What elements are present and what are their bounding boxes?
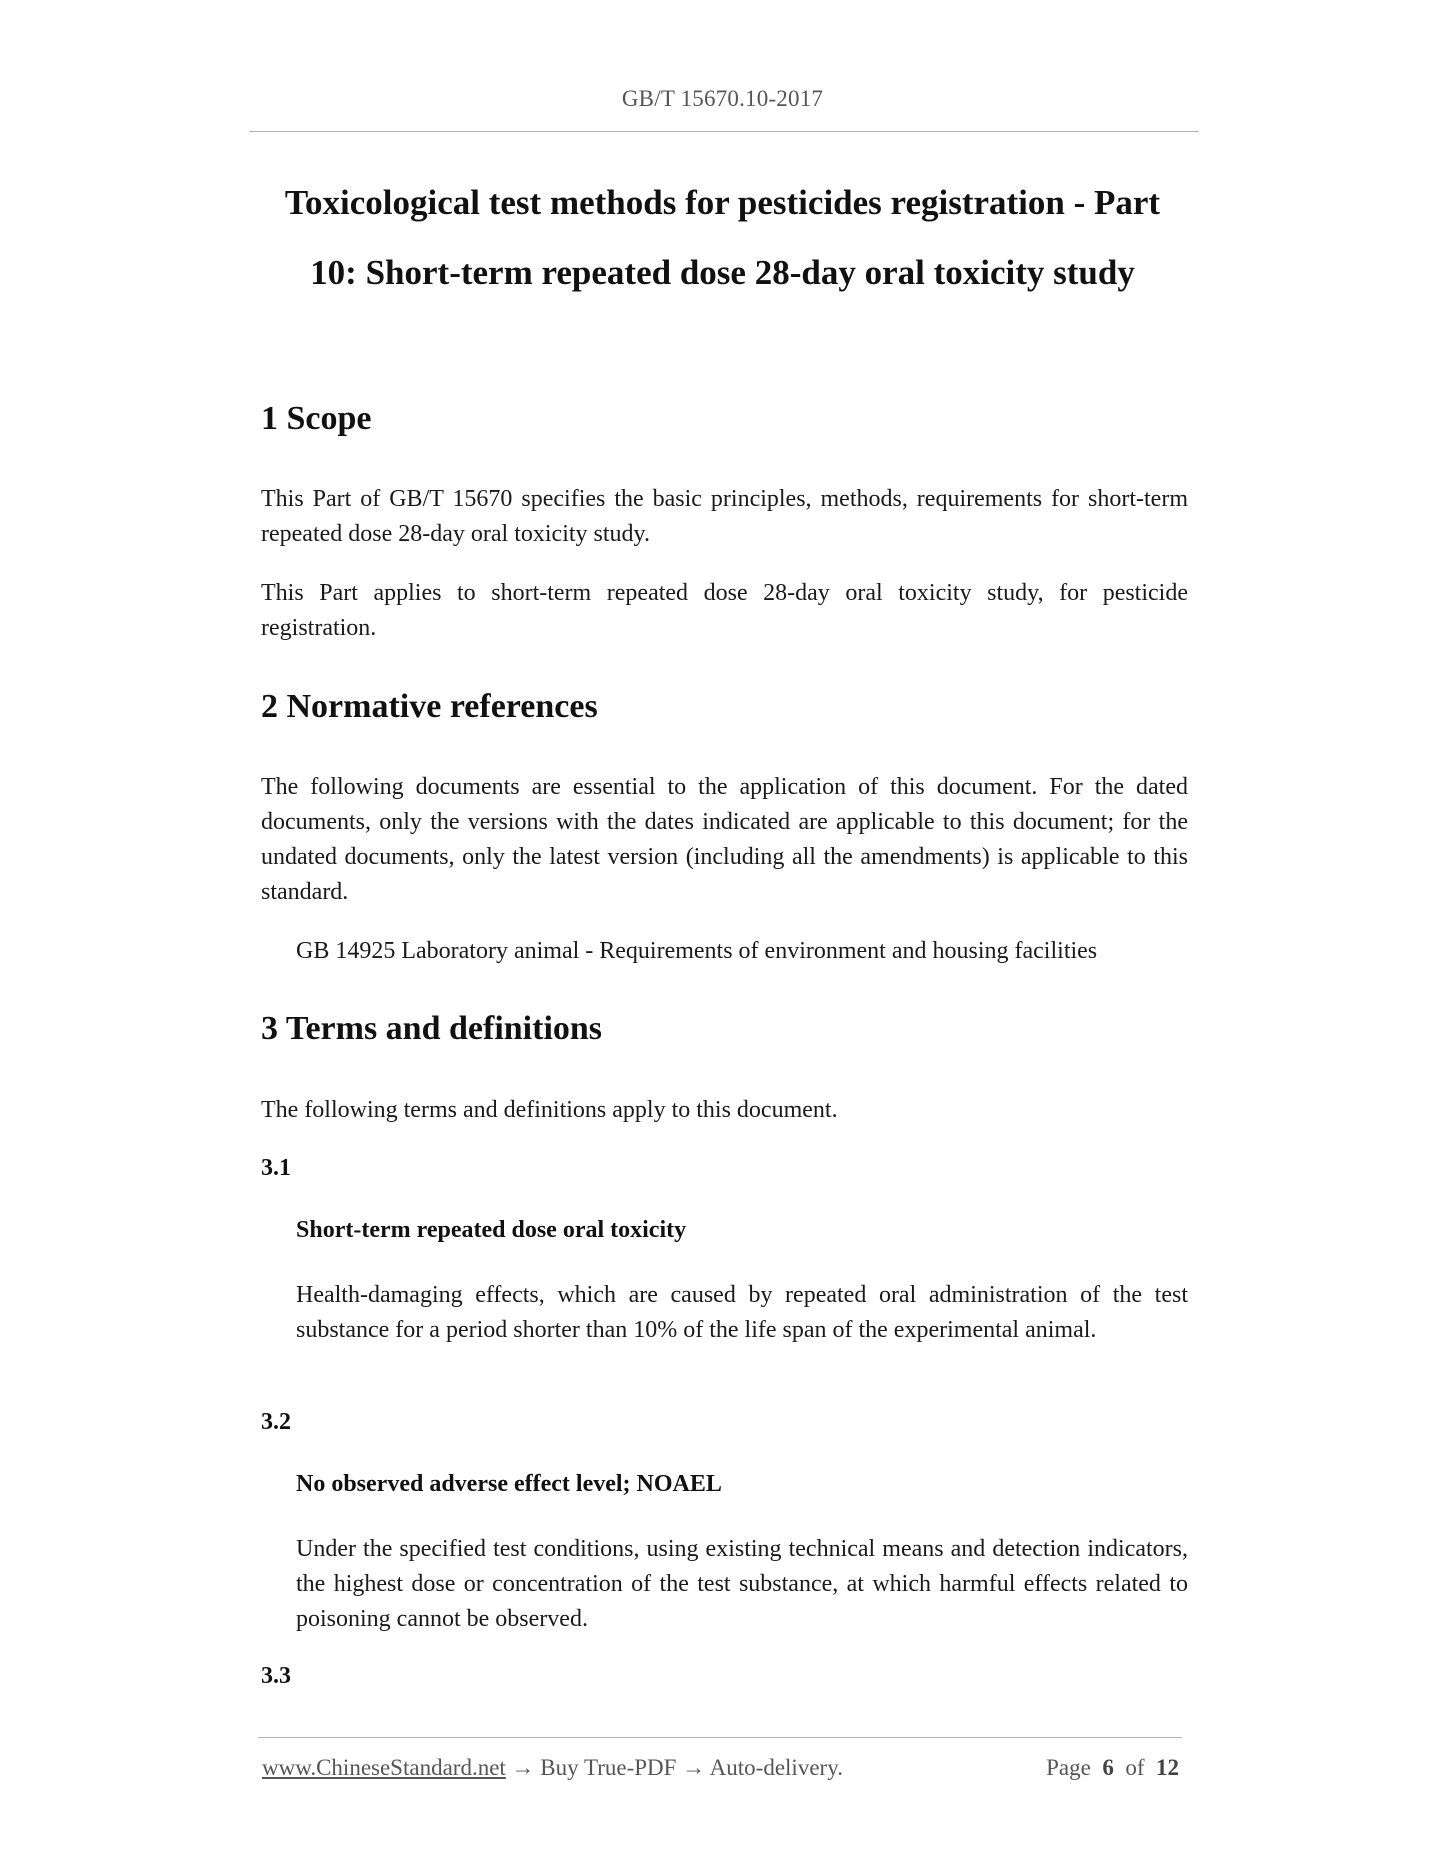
footer-promo (262, 1755, 843, 1781)
page-total: 12 (1156, 1755, 1179, 1780)
normative-reference-item: GB 14925 Laboratory animal - Requirements of environment and housing facilities (296, 938, 1098, 964)
document-title-line-1: Toxicological test methods for pesticides registration - Part (284, 183, 1161, 222)
scope-paragraph-1: This Part of GB/T 15670 specifies the basic principles, methods, requirements for short-term repeated dose 28-day oral toxicity study. (261, 486, 1188, 547)
clause-number: 3.3 (261, 1663, 291, 1689)
term-title: Short-term repeated dose oral toxicity (296, 1217, 687, 1243)
normative-paragraph: The following documents are essential to the application of this document. For the dated documents, only the versions with the dates indicated are applicable to this document; for the undated documents, only the latest version (including all the amendments) is applicable to this standard. (261, 774, 1188, 905)
website-link[interactable]: www.ChineseStandard.net (262, 1755, 506, 1780)
page-indicator (1046, 1755, 1179, 1781)
terms-intro: The following terms and definitions apply to this document. (261, 1097, 838, 1123)
section-heading-normative-references: 2 Normative references (261, 688, 598, 725)
page-current: 6 (1102, 1755, 1114, 1780)
header-divider (249, 131, 1199, 132)
term-definition: Health-damaging effects, which are caused by repeated oral administration of the test substance for a period shorter than 10% of the life span of the experimental animal. (296, 1282, 1188, 1343)
footer-divider (258, 1737, 1182, 1738)
term-title: No observed adverse effect level; NOAEL (296, 1471, 722, 1497)
buy-pdf-text: Buy True-PDF (540, 1755, 677, 1780)
section-heading-terms-definitions: 3 Terms and definitions (261, 1010, 603, 1047)
document-title-line-2: 10: Short-term repeated dose 28-day oral toxicity study (310, 253, 1135, 292)
arrow-right-icon: → (505, 1755, 541, 1780)
scope-paragraph-2: This Part applies to short-term repeated dose 28-day oral toxicity study, for pesticide registration. (261, 580, 1188, 641)
page-label: Page (1046, 1755, 1091, 1780)
document-title (240, 168, 1205, 308)
clause-number: 3.1 (261, 1155, 291, 1181)
clause-number: 3.2 (261, 1409, 291, 1435)
arrow-right-icon: → (676, 1755, 710, 1780)
term-definition: Under the specified test conditions, using existing technical means and detection indicators, the highest dose or concentration of the test substance, at which harmful effects related to poisoning cannot be observed. (296, 1536, 1188, 1632)
auto-delivery-text: Auto-delivery. (709, 1755, 843, 1780)
header-standard-code: GB/T 15670.10-2017 (621, 86, 824, 111)
section-heading-scope: 1 Scope (261, 400, 372, 437)
page-of-label: of (1125, 1755, 1145, 1780)
